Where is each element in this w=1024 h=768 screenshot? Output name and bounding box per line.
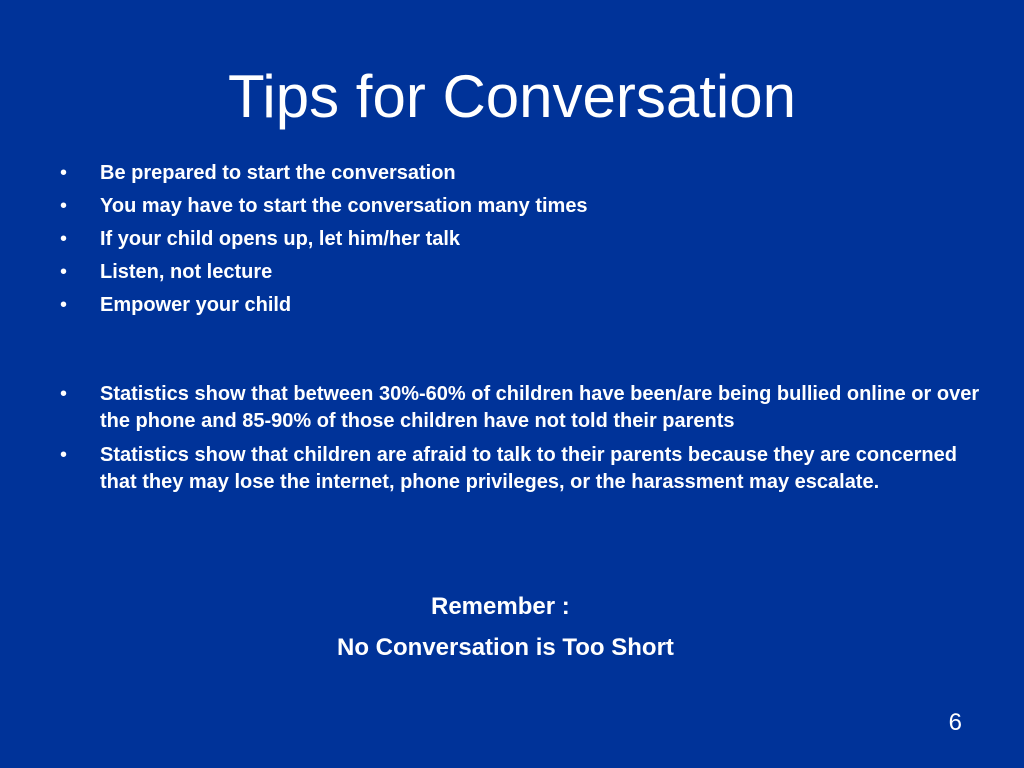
list-item (60, 292, 980, 319)
tip-text: If your child opens up, let him/her talk (100, 228, 461, 250)
bullet-icon: • (60, 228, 68, 250)
tip-text: Be prepared to start the conversation (100, 162, 456, 184)
slide-title: Tips for Conversation (227, 63, 796, 130)
list-item (60, 226, 980, 253)
list-item (60, 193, 980, 220)
tip-text: You may have to start the conversation many times (100, 195, 588, 217)
tip-text: Empower your child (100, 294, 292, 316)
bullet-icon: • (60, 383, 68, 405)
list-item (60, 442, 980, 495)
remember-label: Remember : (431, 593, 570, 620)
tip-text: Listen, not lecture (100, 261, 273, 283)
bullet-icon: • (60, 294, 68, 316)
bullet-icon: • (60, 195, 68, 217)
bullet-icon: • (60, 444, 68, 466)
tips-list (60, 160, 980, 325)
statistic-text: Statistics show that between 30%-60% of children have been/are being bullied online or over the phone and 85-90% of those children have not told their parents (100, 383, 980, 432)
remember-text: No Conversation is Too Short (337, 634, 674, 661)
list-item (60, 259, 980, 286)
statistic-text: Statistics show that children are afraid to talk to their parents because they are concerned that they may lose the internet, phone privileges, or the harassment may escalate. (100, 444, 957, 493)
list-item (60, 160, 980, 187)
statistics-list (60, 381, 980, 503)
page-number: 6 (948, 709, 962, 736)
bullet-icon: • (60, 261, 68, 283)
list-item (60, 381, 980, 434)
bullet-icon: • (60, 162, 68, 184)
